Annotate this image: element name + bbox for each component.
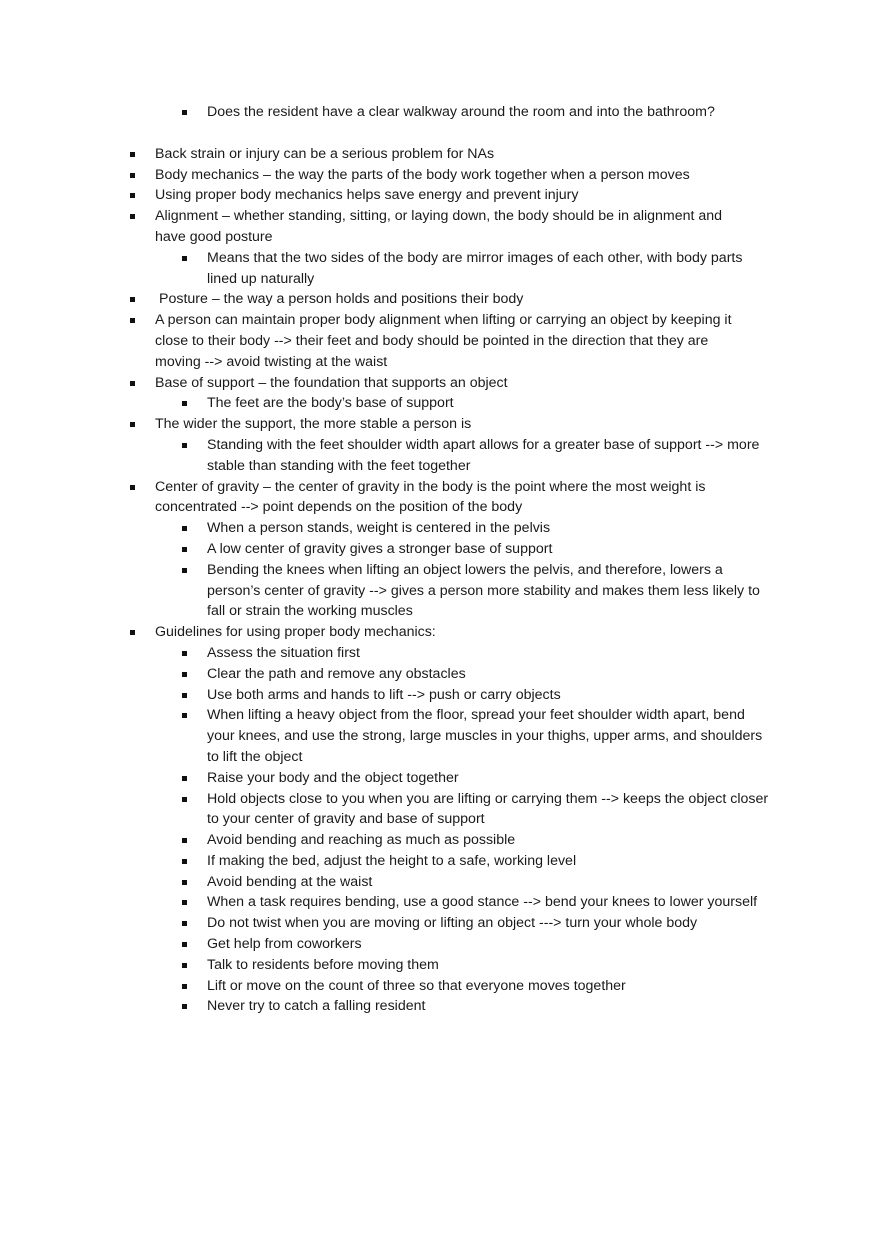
square-bullet-icon xyxy=(130,422,135,427)
list-item xyxy=(0,310,755,372)
list-item xyxy=(0,435,773,477)
list-item xyxy=(0,685,773,706)
list-item-text: Use both arms and hands to lift --> push or carry objects xyxy=(207,686,561,703)
square-bullet-icon xyxy=(182,963,187,968)
list-item-text: A low center of gravity gives a stronger base of support xyxy=(207,540,553,557)
list-item-text: The wider the support, the more stable a person is xyxy=(155,416,472,433)
square-bullet-icon xyxy=(130,214,135,219)
square-bullet-icon xyxy=(130,318,135,323)
list-item-text: A person can maintain proper body alignment when lifting or carrying an object by keeping it close to their body --> their feet and body should be pointed in the direction that they are moving --> avoid twisting at the waist xyxy=(155,312,732,370)
list-item-text: Base of support – the foundation that supports an object xyxy=(155,374,508,391)
list-item-text: Avoid bending at the waist xyxy=(207,873,373,890)
square-bullet-icon xyxy=(182,984,187,989)
list-item xyxy=(0,643,773,664)
list-item xyxy=(0,789,773,831)
list-item xyxy=(0,539,773,560)
list-item xyxy=(0,830,773,851)
square-bullet-icon xyxy=(182,256,187,261)
list-item-text: Posture – the way a person holds and positions their body xyxy=(159,291,524,308)
list-item xyxy=(0,872,773,893)
list-item xyxy=(0,165,755,186)
list-item-text: The feet are the body’s base of support xyxy=(207,395,454,412)
list-item-text: When lifting a heavy object from the floor, spread your feet shoulder width apart, bend your knees, and use the strong, large muscles in your thighs, upper arms, and shoulders to lift the object xyxy=(207,707,763,765)
list-item-text: Never try to catch a falling resident xyxy=(207,998,426,1015)
square-bullet-icon xyxy=(182,672,187,677)
list-item xyxy=(0,913,773,934)
square-bullet-icon xyxy=(182,942,187,947)
list-item xyxy=(0,373,755,394)
list-item-text: If making the bed, adjust the height to a safe, working level xyxy=(207,852,577,869)
square-bullet-icon xyxy=(182,900,187,905)
list-item-text: Bending the knees when lifting an object lowers the pelvis, and therefore, lowers a person’s center of gravity --> gives a person more stability and makes them less likely to fall or strain the working muscles xyxy=(207,561,760,620)
list-item xyxy=(0,560,773,622)
square-bullet-icon xyxy=(130,173,135,178)
list-item xyxy=(0,976,773,997)
list-item-text: Assess the situation first xyxy=(207,644,360,661)
list-item-text: Talk to residents before moving them xyxy=(207,956,439,973)
square-bullet-icon xyxy=(182,713,187,718)
list-item-text: Do not twist when you are moving or lifting an object ---> turn your whole body xyxy=(207,915,698,932)
bullet-list xyxy=(0,102,880,1017)
list-item xyxy=(0,996,773,1017)
square-bullet-icon xyxy=(130,152,135,157)
square-bullet-icon xyxy=(182,568,187,573)
square-bullet-icon xyxy=(130,297,135,302)
list-item xyxy=(0,768,773,789)
list-item xyxy=(0,144,755,165)
square-bullet-icon xyxy=(182,526,187,531)
list-item xyxy=(0,414,755,435)
square-bullet-icon xyxy=(182,921,187,926)
list-item xyxy=(0,206,755,248)
square-bullet-icon xyxy=(182,880,187,885)
square-bullet-icon xyxy=(182,110,187,115)
list-item-text: Using proper body mechanics helps save energy and prevent injury xyxy=(155,187,579,204)
list-item-text: Back strain or injury can be a serious problem for NAs xyxy=(155,145,495,162)
square-bullet-icon xyxy=(182,443,187,448)
square-bullet-icon xyxy=(182,838,187,843)
square-bullet-icon xyxy=(130,630,135,635)
list-item-text: When a person stands, weight is centered in the pelvis xyxy=(207,520,551,537)
list-item xyxy=(0,185,755,206)
list-item xyxy=(0,705,773,767)
list-item-text: Center of gravity – the center of gravity in the body is the point where the most weight is concentrated --> point depends on the position of the body xyxy=(155,478,706,516)
square-bullet-icon xyxy=(130,193,135,198)
list-item xyxy=(0,664,773,685)
list-item-text: Guidelines for using proper body mechanics: xyxy=(155,624,436,641)
square-bullet-icon xyxy=(130,485,135,490)
list-item xyxy=(0,622,755,643)
list-item-text: Get help from coworkers xyxy=(207,936,362,953)
list-item xyxy=(0,477,755,519)
list-item xyxy=(0,518,773,539)
square-bullet-icon xyxy=(182,693,187,698)
list-item-text: Avoid bending and reaching as much as possible xyxy=(207,832,516,849)
list-item-text: Clear the path and remove any obstacles xyxy=(207,665,466,682)
list-item-text: When a task requires bending, use a good stance --> bend your knees to lower yourself xyxy=(207,894,758,911)
list-item-text: Body mechanics – the way the parts of the body work together when a person moves xyxy=(155,166,690,183)
list-item-text: Means that the two sides of the body are mirror images of each other, with body parts lined up naturally xyxy=(207,249,743,287)
list-item xyxy=(0,289,755,310)
list-item-text: Standing with the feet shoulder width apart allows for a greater base of support --> more stable than standing with the feet together xyxy=(207,436,760,474)
list-item-text: Lift or move on the count of three so that everyone moves together xyxy=(207,977,626,994)
list-item xyxy=(0,248,773,290)
list-item xyxy=(0,892,773,913)
square-bullet-icon xyxy=(182,859,187,864)
list-item-text: Hold objects close to you when you are lifting or carrying them --> keeps the object closer to your center of gravity and base of support xyxy=(207,790,769,828)
square-bullet-icon xyxy=(182,547,187,552)
square-bullet-icon xyxy=(182,1004,187,1009)
square-bullet-icon xyxy=(182,776,187,781)
list-item xyxy=(0,102,773,123)
list-item xyxy=(0,934,773,955)
list-item-text: Does the resident have a clear walkway around the room and into the bathroom? xyxy=(207,104,715,120)
square-bullet-icon xyxy=(182,651,187,656)
list-item xyxy=(0,955,773,976)
list-item-text: Alignment – whether standing, sitting, or laying down, the body should be in alignment and have good posture xyxy=(155,208,723,245)
list-item xyxy=(0,851,773,872)
square-bullet-icon xyxy=(130,381,135,386)
list-item-text: Raise your body and the object together xyxy=(207,769,459,786)
list-item xyxy=(0,393,773,414)
square-bullet-icon xyxy=(182,797,187,802)
square-bullet-icon xyxy=(182,401,187,406)
